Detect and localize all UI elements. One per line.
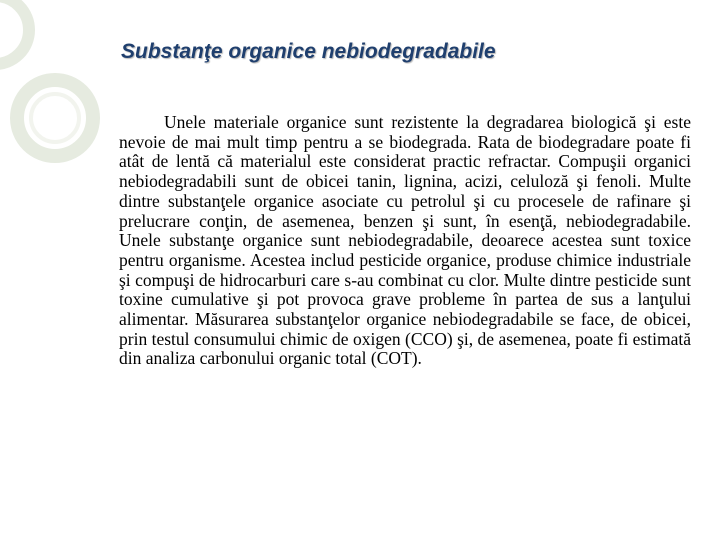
top-ring-shape	[0, 0, 29, 64]
slide-title: Substanţe organice nebiodegradabile	[121, 40, 496, 63]
slide-body-paragraph: Unele materiale organice sunt rezistente la degradarea biologică şi este nevoie de mai mult timp pentru a se biodegrada. Rata de biodegradare poate fi atât de lentă că materialul este considerat practic refractar. Compuşii organici nebiodegradabili sunt de obicei tanin, lignina, acizi, celuloză şi fenoli. Multe dintre substanţele organice asociate cu petrolul şi cu procesele de rafinare şi prelucrare conţin, de asemenea, benzen şi sunt, în esenţă, nebiodegradabile. Unele substanţe organice sunt nebiodegradabile, deoarece acestea sunt toxice pentru organisme. Acestea includ pesticide organice, produse chimice industriale şi compuşi de hidrocarburi care s-au combinat cu clor. Multe dintre pesticide sunt toxine cumulative şi pot provoca grave probleme în partea de sus a lanţului alimentar. Măsurarea substanţelor organice nebiodegradabile se face, de obicei, prin testul consumului chimic de oxigen (CCO) şi, de asemenea, poate fi estimată din analiza carbonului organic total (COT).	[119, 112, 691, 369]
decorative-rings-icon	[0, 0, 110, 200]
middle-ring-shape	[17, 80, 93, 156]
middle-ring-inner-shape	[31, 94, 79, 142]
